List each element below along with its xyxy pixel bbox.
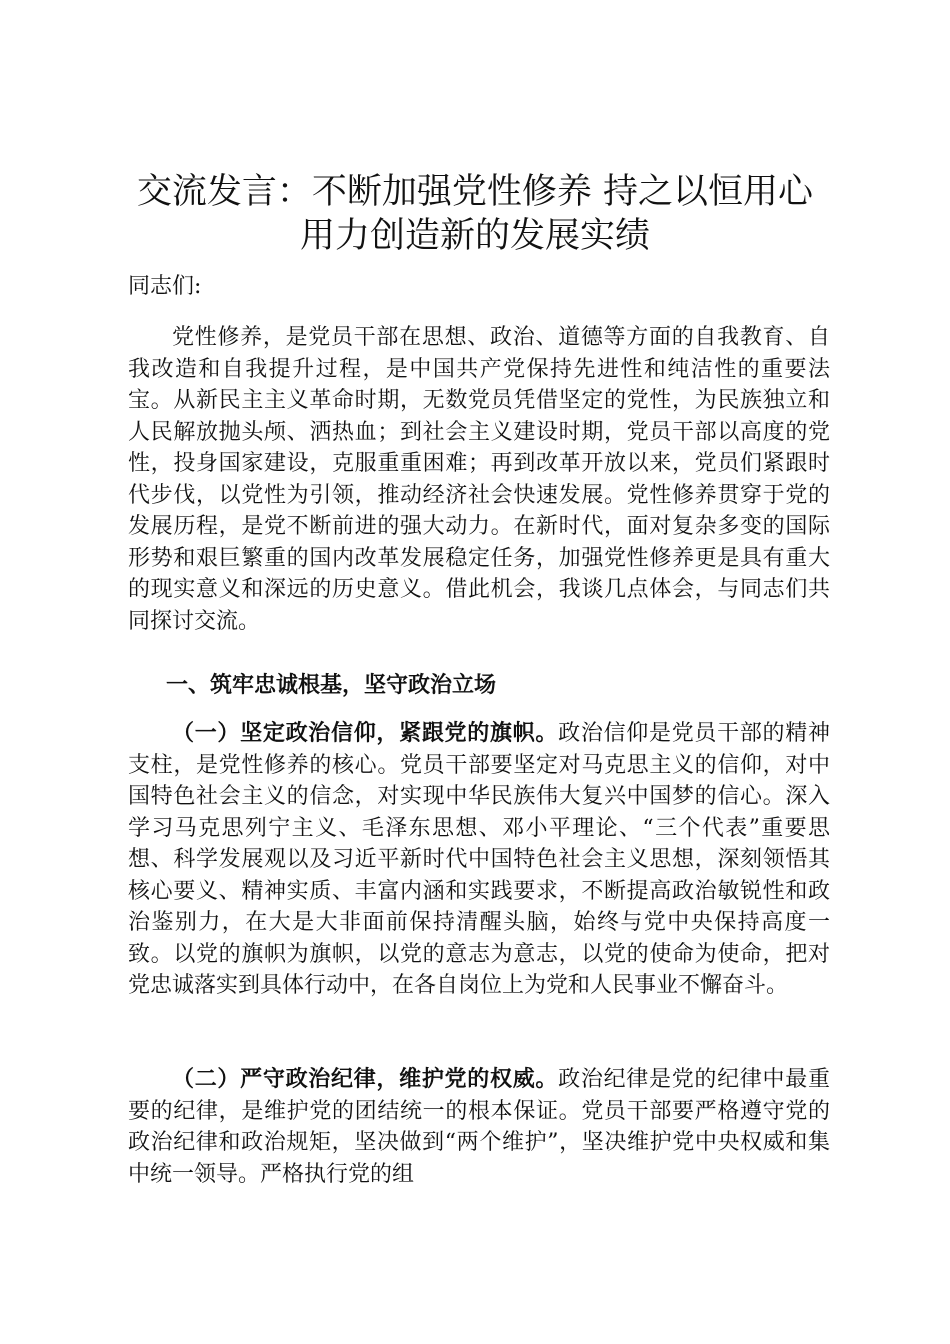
item-1-lead: （一）坚定政治信仰，紧跟党的旗帜。 xyxy=(172,720,559,746)
title-line-1: 交流发言：不断加强党性修养 持之以恒用心 xyxy=(136,172,814,212)
intro-paragraph: 党性修养，是党员干部在思想、政治、道德等方面的自我教育、自我改造和自我提升过程，是中国共产党保持先进性和纯洁性的重要法宝。从新民主主义革命时期，无数党员凭借坚定的党性，为民族独立和人民解放抛头颅、洒热血；到社会主义建设时期，党员干部以高度的党性，投身国家建设，克服重重困难；再到改革开放以来，党员们紧跟时代步伐，以党性为引领，推动经济社会快速发展。党性修养贯穿于党的发展历程，是党不断前进的强大动力。在新时代，面对复杂多变的国际形势和艰巨繁重的国内改革发展稳定任务，加强党性修养更是具有重大的现实意义和深远的历史意义。借此机会，我谈几点体会，与同志们共同探讨交流。 xyxy=(128,325,830,634)
item-1-paragraph xyxy=(128,718,830,1002)
item-2-lead: （二）严守政治纪律，维护党的权威。 xyxy=(172,1066,559,1092)
salutation: 同志们: xyxy=(128,274,202,299)
item-1-body: 政治信仰是党员干部的精神支柱，是党性修养的核心。党员干部要坚定对马克思主义的信仰，对中国特色社会主义的信念，对实现中华民族伟大复兴中国梦的信心。深入学习马克思列宁主义、毛泽东思想、邓小平理论、“三个代表”重要思想、科学发展观以及习近平新时代中国特色社会主义思想，深刻领悟其核心要义、精神实质、丰富内涵和实践要求，不断提高政治敏锐性和政治鉴别力，在大是大非面前保持清醒头脑，始终与党中央保持高度一致。以党的旗帜为旗帜，以党的意志为意志，以党的使命为使命，把对党忠诚落实到具体行动中，在各自岗位上为党和人民事业不懈奋斗。 xyxy=(128,721,830,998)
item-2-body: 政治纪律是党的纪律中最重要的纪律，是维护党的团结统一的根本保证。党员干部要严格遵守党的政治纪律和政治规矩，坚决做到“两个维护”，坚决维护党中央权威和集中统一领导。严格执行党的组 xyxy=(128,1067,830,1187)
document-title xyxy=(90,170,860,258)
title-line-2: 用力创造新的发展实绩 xyxy=(299,216,650,256)
item-2-paragraph xyxy=(128,1064,830,1190)
section-heading-1: 一、筑牢忠诚根基，坚守政治立场 xyxy=(166,672,497,698)
